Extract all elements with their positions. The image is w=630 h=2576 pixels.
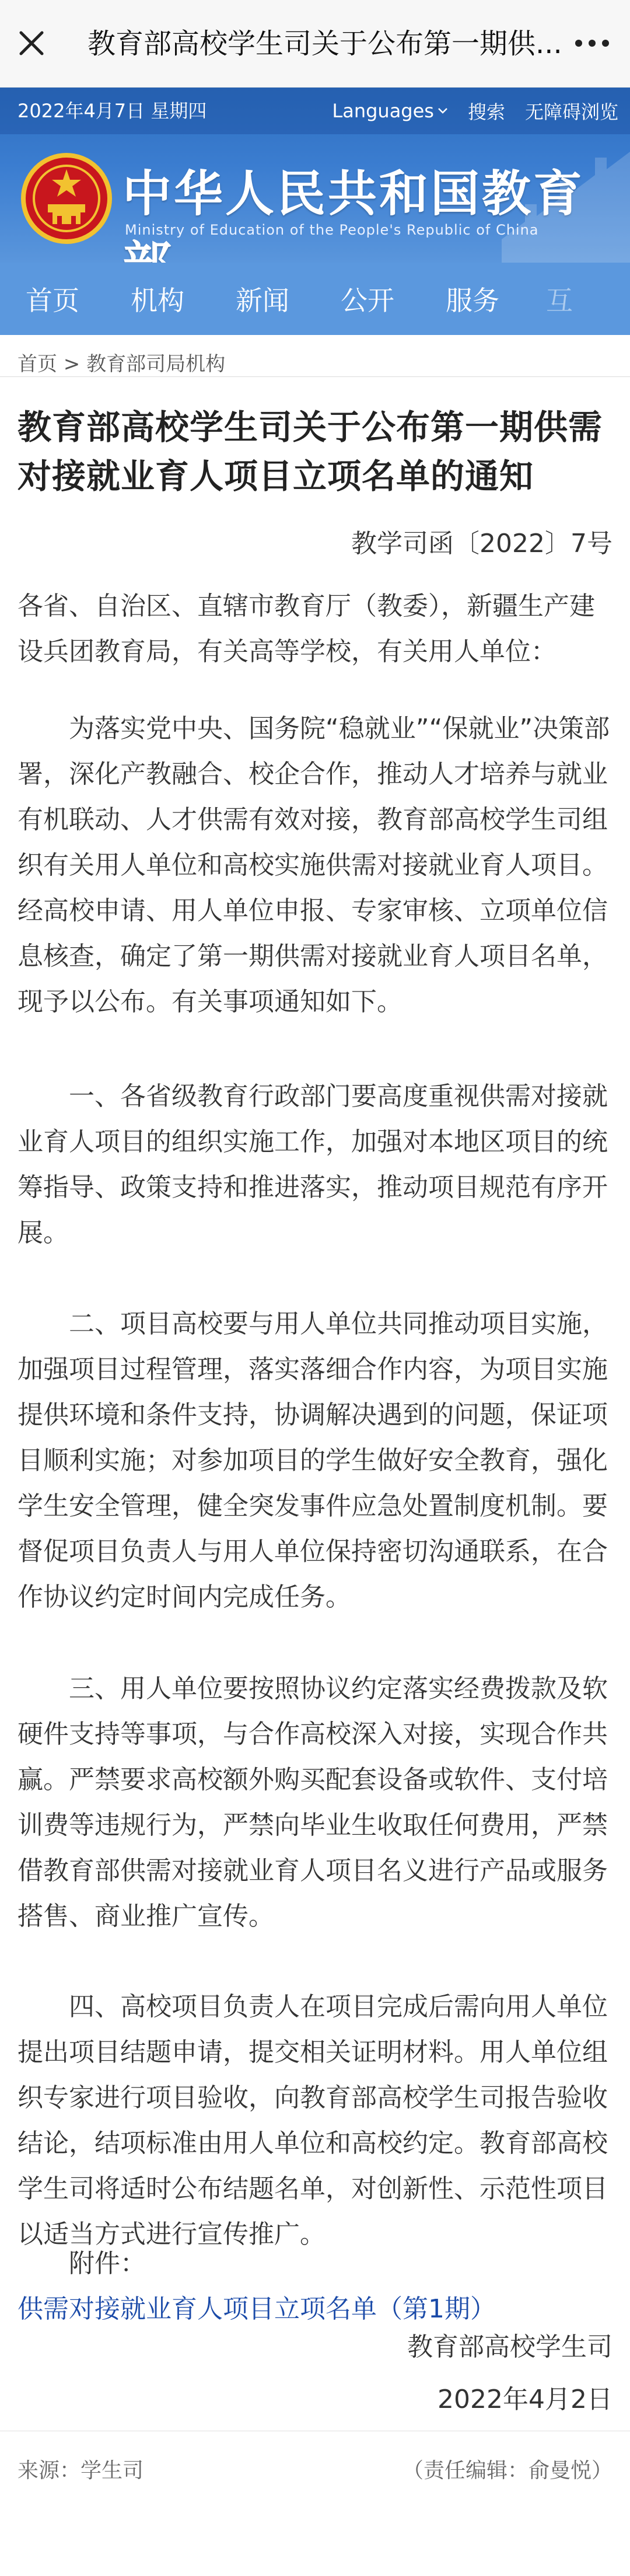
paragraph-1: 一、各省级教育行政部门要高度重视供需对接就业育人项目的组织实施工作，加强对本地区项目的统筹指导、政策支持和推进落实，推动项目规范有序开展。 xyxy=(18,1081,608,1248)
nav-item-public[interactable]: 公开 xyxy=(341,285,394,316)
paragraph-3: 三、用人单位要按照协议约定落实经费拨款及软硬件支持等事项，与合作高校深入对接，实现合作共赢。严禁要求高校额外购买配套设备或软件、支付培训费等违规行为，严禁向毕业生收取任何费用，严禁借教育部供需对接就业育人项目名义进行产品或服务搭售、商业推广宣传。 xyxy=(18,1674,608,1931)
attachment xyxy=(18,2241,612,2332)
divider xyxy=(0,376,630,377)
app-bar xyxy=(0,0,630,88)
more-icon[interactable] xyxy=(572,26,612,61)
search-link[interactable]: 搜索 xyxy=(467,101,505,123)
header-links xyxy=(332,88,618,134)
source: 来源：学生司 xyxy=(18,2459,144,2483)
great-wall-decoration xyxy=(502,134,630,263)
nav-item-interaction[interactable]: 互 xyxy=(546,285,573,316)
attachment-link[interactable]: 供需对接就业育人项目立项名单（第1期） xyxy=(18,2294,496,2324)
site-name-en: Ministry of Education of the People's Republic of China xyxy=(125,222,539,238)
nav-item-service[interactable]: 服务 xyxy=(446,285,499,316)
salutation: 各省、自治区、直辖市教育厅（教委），新疆生产建设兵团教育局，有关高等学校，有关用人单位： xyxy=(18,591,595,666)
paragraph-2: 二、项目高校要与用人单位共同推动项目实施，加强项目过程管理，落实落细合作内容，为项目实施提供环境和条件支持，协调解决遇到的问题，保证项目顺利实施；对参加项目的学生做好安全教育，强化学生安全管理，健全突发事件应急处置制度机制。要督促项目负责人与用人单位保持密切沟通联系，在合作协议约定时间内完成任务。 xyxy=(18,1309,608,1612)
paragraph-intro: 为落实党中央、国务院“稳就业”“保就业”决策部署，深化产教融合、校企合作，推动人才培养与就业有机联动、人才供需有效对接，教育部高校学生司组织有关用人单位和高校实施供需对接就业育人项目。经高校申请、用人单位申报、专家审核、立项单位信息核查，确定了第一期供需对接就业育人项目名单，现予以公布。有关事项通知如下。 xyxy=(18,714,610,1017)
site-header xyxy=(0,88,630,263)
site-name-cn: 中华人民共和国教育 xyxy=(123,165,585,222)
languages-label: Languages xyxy=(332,100,434,122)
accessible-browse-link[interactable]: 无障碍浏览 xyxy=(524,101,618,123)
nav-item-news[interactable]: 新闻 xyxy=(236,285,289,316)
nav-item-home[interactable]: 首页 xyxy=(26,285,79,316)
chevron-down-icon xyxy=(438,107,448,114)
main-nav xyxy=(0,263,630,335)
languages-dropdown[interactable] xyxy=(332,100,448,122)
header-date: 2022年4月7日 星期四 xyxy=(18,100,207,122)
editor: （责任编辑：俞曼悦） xyxy=(402,2459,612,2483)
signer: 教育部高校学生司 xyxy=(407,2332,612,2362)
paragraph-4: 四、高校项目负责人在项目完成后需向用人单位提出项目结题申请，提交相关证明材料。用人单位组织专家进行项目验收，向教育部高校学生司报告验收结论，结项标准由用人单位和高校约定。教育部高校学生司将适时公布结题名单，对创新性、示范性项目以适当方式进行宣传推广。 xyxy=(18,1992,608,2249)
article-title: 教育部高校学生司关于公布第一期供需对接就业育人项目立项名单的通知 xyxy=(18,407,603,496)
document-number: 教学司函〔2022〕7号 xyxy=(351,529,612,559)
national-emblem-icon xyxy=(20,152,113,245)
nav-item-organization[interactable]: 机构 xyxy=(131,285,184,316)
breadcrumb[interactable]: 首页 > 教育部司局机构 xyxy=(18,352,226,376)
close-icon[interactable] xyxy=(14,26,49,61)
issue-date: 2022年4月2日 xyxy=(438,2385,612,2414)
page-title: 教育部高校学生司关于公布第一期供... xyxy=(88,27,562,60)
attachment-label: 附件： xyxy=(69,2249,146,2278)
